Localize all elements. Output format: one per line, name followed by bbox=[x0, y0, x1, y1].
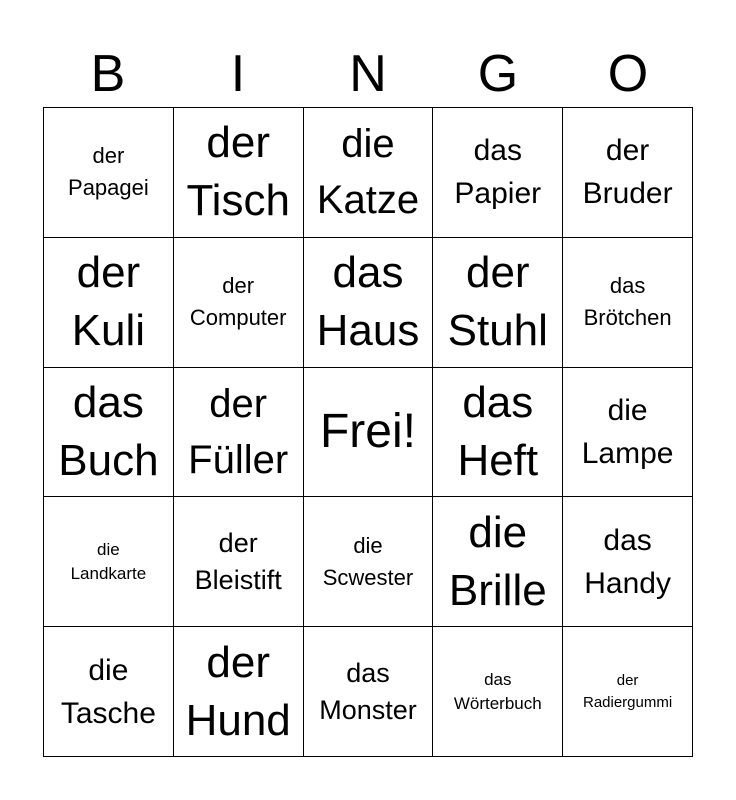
bingo-cell[interactable] bbox=[44, 497, 174, 627]
cell-label: der Papagei bbox=[68, 143, 149, 201]
header-letter-b: B bbox=[90, 45, 126, 103]
bingo-board bbox=[43, 107, 693, 757]
bingo-cell[interactable] bbox=[433, 497, 563, 627]
cell-label: das Haus bbox=[316, 248, 420, 356]
cell-label: der Stuhl bbox=[447, 248, 548, 356]
header-letter-n: N bbox=[349, 45, 387, 103]
bingo-cell[interactable] bbox=[563, 497, 693, 627]
bingo-cell[interactable] bbox=[433, 627, 563, 757]
bingo-header bbox=[43, 40, 693, 108]
cell-label: die Tasche bbox=[60, 653, 156, 730]
bingo-cell[interactable] bbox=[174, 368, 304, 498]
cell-label: die Scwester bbox=[322, 532, 414, 590]
cell-label: die Lampe bbox=[581, 393, 674, 470]
bingo-cell[interactable] bbox=[44, 368, 174, 498]
bingo-cell[interactable] bbox=[174, 108, 304, 238]
bingo-cell[interactable] bbox=[563, 368, 693, 498]
cell-label: das Monster bbox=[319, 657, 417, 725]
cell-label: die Landkarte bbox=[70, 539, 147, 583]
bingo-cell[interactable] bbox=[304, 108, 434, 238]
cell-label: der Bleistift bbox=[194, 527, 282, 595]
cell-label: der Tisch bbox=[186, 118, 290, 226]
header-letter-o: O bbox=[607, 45, 649, 103]
bingo-cell[interactable] bbox=[304, 238, 434, 368]
cell-label: der Hund bbox=[185, 637, 291, 745]
cell-label: der Radiergummi bbox=[582, 671, 673, 711]
cell-label: der Kuli bbox=[71, 248, 146, 356]
bingo-cell[interactable] bbox=[174, 497, 304, 627]
cell-label: das Papier bbox=[454, 134, 542, 211]
header-letter-i: I bbox=[230, 45, 246, 103]
bingo-cell[interactable] bbox=[433, 368, 563, 498]
cell-label: die Brille bbox=[448, 507, 547, 615]
free-space-cell[interactable] bbox=[304, 368, 434, 498]
bingo-cell[interactable] bbox=[433, 238, 563, 368]
bingo-cell[interactable] bbox=[44, 627, 174, 757]
cell-label: das Brötchen bbox=[583, 273, 672, 331]
bingo-cell[interactable] bbox=[174, 627, 304, 757]
cell-label: das Wörterbuch bbox=[453, 669, 542, 713]
cell-label: die Katze bbox=[316, 122, 420, 223]
bingo-cell[interactable] bbox=[563, 627, 693, 757]
bingo-cell[interactable] bbox=[563, 238, 693, 368]
cell-label: Frei! bbox=[319, 404, 416, 458]
cell-label: das Heft bbox=[457, 377, 539, 485]
bingo-cell[interactable] bbox=[563, 108, 693, 238]
cell-label: das Handy bbox=[584, 523, 671, 600]
bingo-cell[interactable] bbox=[44, 238, 174, 368]
cell-label: der Computer bbox=[189, 273, 287, 331]
header-letter-g: G bbox=[477, 45, 519, 103]
bingo-cell[interactable] bbox=[174, 238, 304, 368]
cell-label: das Buch bbox=[58, 377, 159, 485]
bingo-cell[interactable] bbox=[433, 108, 563, 238]
cell-label: der Bruder bbox=[582, 134, 673, 211]
cell-label: der Füller bbox=[188, 381, 289, 482]
bingo-cell[interactable] bbox=[44, 108, 174, 238]
bingo-cell[interactable] bbox=[304, 627, 434, 757]
bingo-cell[interactable] bbox=[304, 497, 434, 627]
